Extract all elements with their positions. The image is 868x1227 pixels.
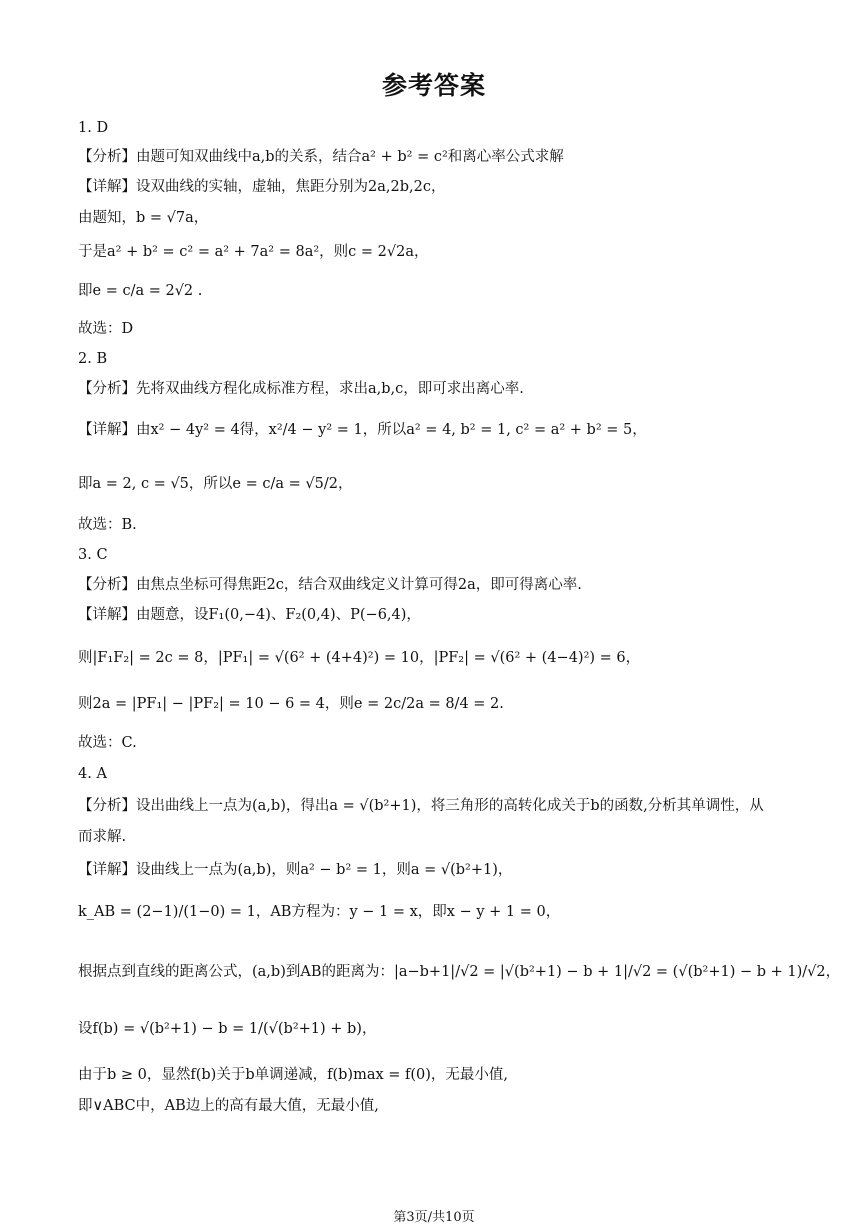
answer-2-analysis: 【分析】先将双曲线方程化成标准方程，求出a,b,c，即可求出离心率. [78,381,524,397]
answer-4-analysis: 【分析】设出曲线上一点为(a,b)，得出a = √(b²+1)，将三角形的高转化成关于b的函数,分析其单调性，从 [78,798,764,814]
answer-4-detail: 【详解】设曲线上一点为(a,b)，则a² − b² = 1，则a = √(b²+1)， [78,862,513,878]
answer-2-result: 即a = 2, c = √5，所以e = c/a = √5/2， [78,476,353,492]
answer-4-step: 即∨ABC中，AB边上的高有最大值，无最小值, [78,1098,379,1114]
answer-1-result: 即e = c/a = 2√2 . [78,283,203,299]
answer-4-step: 设f(b) = √(b²+1) − b = 1/(√(b²+1) + b)， [78,1021,377,1037]
answer-3-choice: 故选：C. [78,735,137,751]
answer-3-analysis: 【分析】由焦点坐标可得焦距2c，结合双曲线定义计算可得2a，即可得离心率. [78,577,582,593]
answer-4-step: 根据点到直线的距离公式，(a,b)到AB的距离为：|a−b+1|/√2 = |√(b²+1) − b + 1|/√2 = (√(b²+1) − b + 1)/√2， [78,964,841,980]
page-title: 参考答案 [381,71,486,100]
answer-2-choice: 故选：B. [78,517,137,533]
answer-3-detail: 【详解】由题意，设F₁(0,−4)、F₂(0,4)、P(−6,4)， [78,607,421,623]
page-footer: 第3页/共10页 [393,1210,475,1225]
answer-4-heading: 4. A [78,766,107,782]
answer-1-heading: 1. D [78,120,109,136]
answer-1-step: 由题知，b = √7a， [78,210,209,226]
answer-4-step: 由于b ≥ 0，显然f(b)关于b单调递减，f(b)max = f(0)，无最小值, [78,1067,509,1083]
answer-3-heading: 3. C [78,547,108,563]
answer-1-choice: 故选：D [78,321,134,337]
answer-4-analysis-cont: 而求解. [78,829,127,845]
answer-1-detail: 【详解】设双曲线的实轴，虚轴，焦距分别为2a,2b,2c， [78,179,446,195]
answer-1-analysis: 【分析】由题可知双曲线中a,b的关系，结合a² + b² = c²和离心率公式求解 [78,149,564,165]
answer-2-heading: 2. B [78,351,108,367]
answer-3-result: 则2a = |PF₁| − |PF₂| = 10 − 6 = 4，则e = 2c/2a = 8/4 = 2. [78,696,504,712]
answer-2-detail: 【详解】由x² − 4y² = 4得，x²/4 − y² = 1，所以a² = 4, b² = 1, c² = a² + b² = 5， [78,422,647,438]
answer-3-step: 则|F₁F₂| = 2c = 8，|PF₁| = √(6² + (4+4)²) = 10，|PF₂| = √(6² + (4−4)²) = 6， [78,650,641,666]
answer-4-step: k_AB = (2−1)/(1−0) = 1，AB方程为：y − 1 = x，即x − y + 1 = 0， [78,904,561,920]
answer-1-step: 于是a² + b² = c² = a² + 7a² = 8a²，则c = 2√2a， [78,244,429,260]
